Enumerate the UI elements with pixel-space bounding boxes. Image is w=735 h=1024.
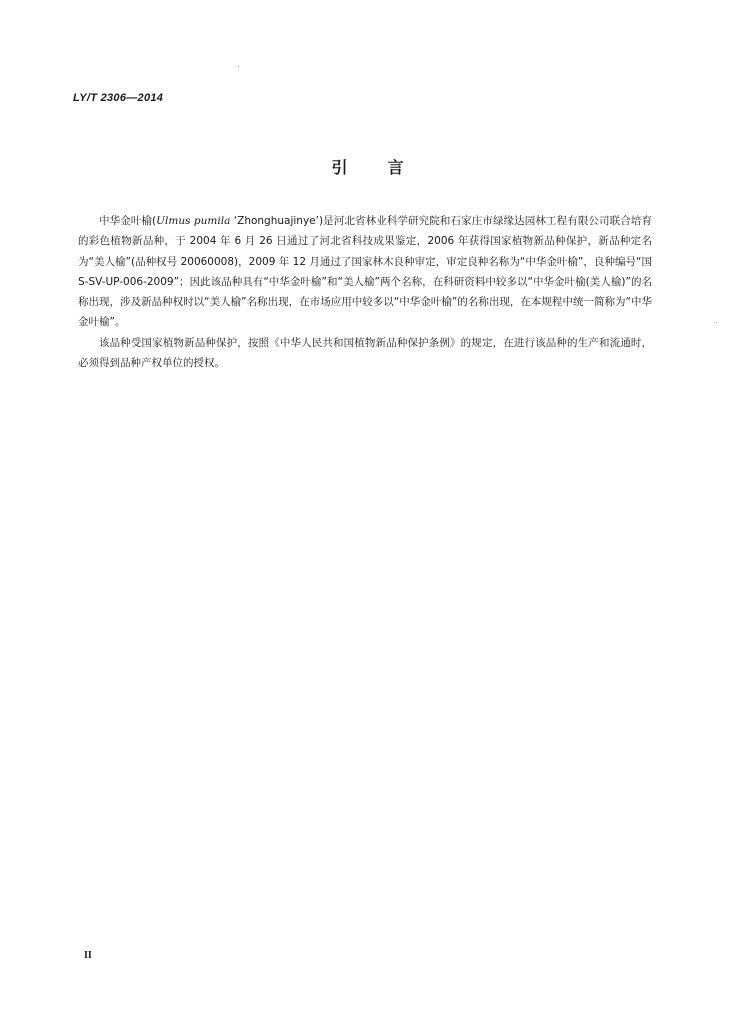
- standard-code: LY/T 2306—2014: [73, 92, 164, 104]
- document-body: [78, 211, 652, 373]
- latin-name: Ulmus pumila: [156, 215, 231, 227]
- paragraph-1-part-2: ‘Zhonghuajinye’)是河北省林业科学研究院和石家庄市绿缘达园林工程有限公司联合培育的彩色植物新品种，于 2004 年 6 月 26 日通过了河北省科技成果鉴定，2006 年获得国家植物新品种保护，新品种定名为“美人榆”(品种权号 20060008)，2009 年 12 月通过了国家林木良种审定，审定良种名称为“中华金叶榆”，良种编号“国 S-SV-UP-006-2009”；因此该品种具有“中华金叶榆”和“美人榆”两个名称，在科研资料中较多以“中华金叶榆(美人榆)”的名称出现，涉及新品种权时以“美人榆”名称出现，在市场应用中较多以“中华金叶榆”的名称出现，在本规程中统一简称为“中华金叶榆”。: [78, 215, 652, 329]
- page-title: 引言: [331, 158, 444, 177]
- paragraph-1-part-1: 中华金叶榆(: [99, 215, 157, 227]
- page-number: II: [84, 950, 92, 961]
- paragraph-2: 该品种受国家植物新品种保护，按照《中华人民共和国植物新品种保护条例》的规定，在进行该品种的生产和流通时，必须得到品种产权单位的授权。: [78, 336, 652, 370]
- paragraph-1: [78, 211, 652, 333]
- scan-speck: [238, 66, 239, 67]
- scan-speck: [716, 322, 717, 323]
